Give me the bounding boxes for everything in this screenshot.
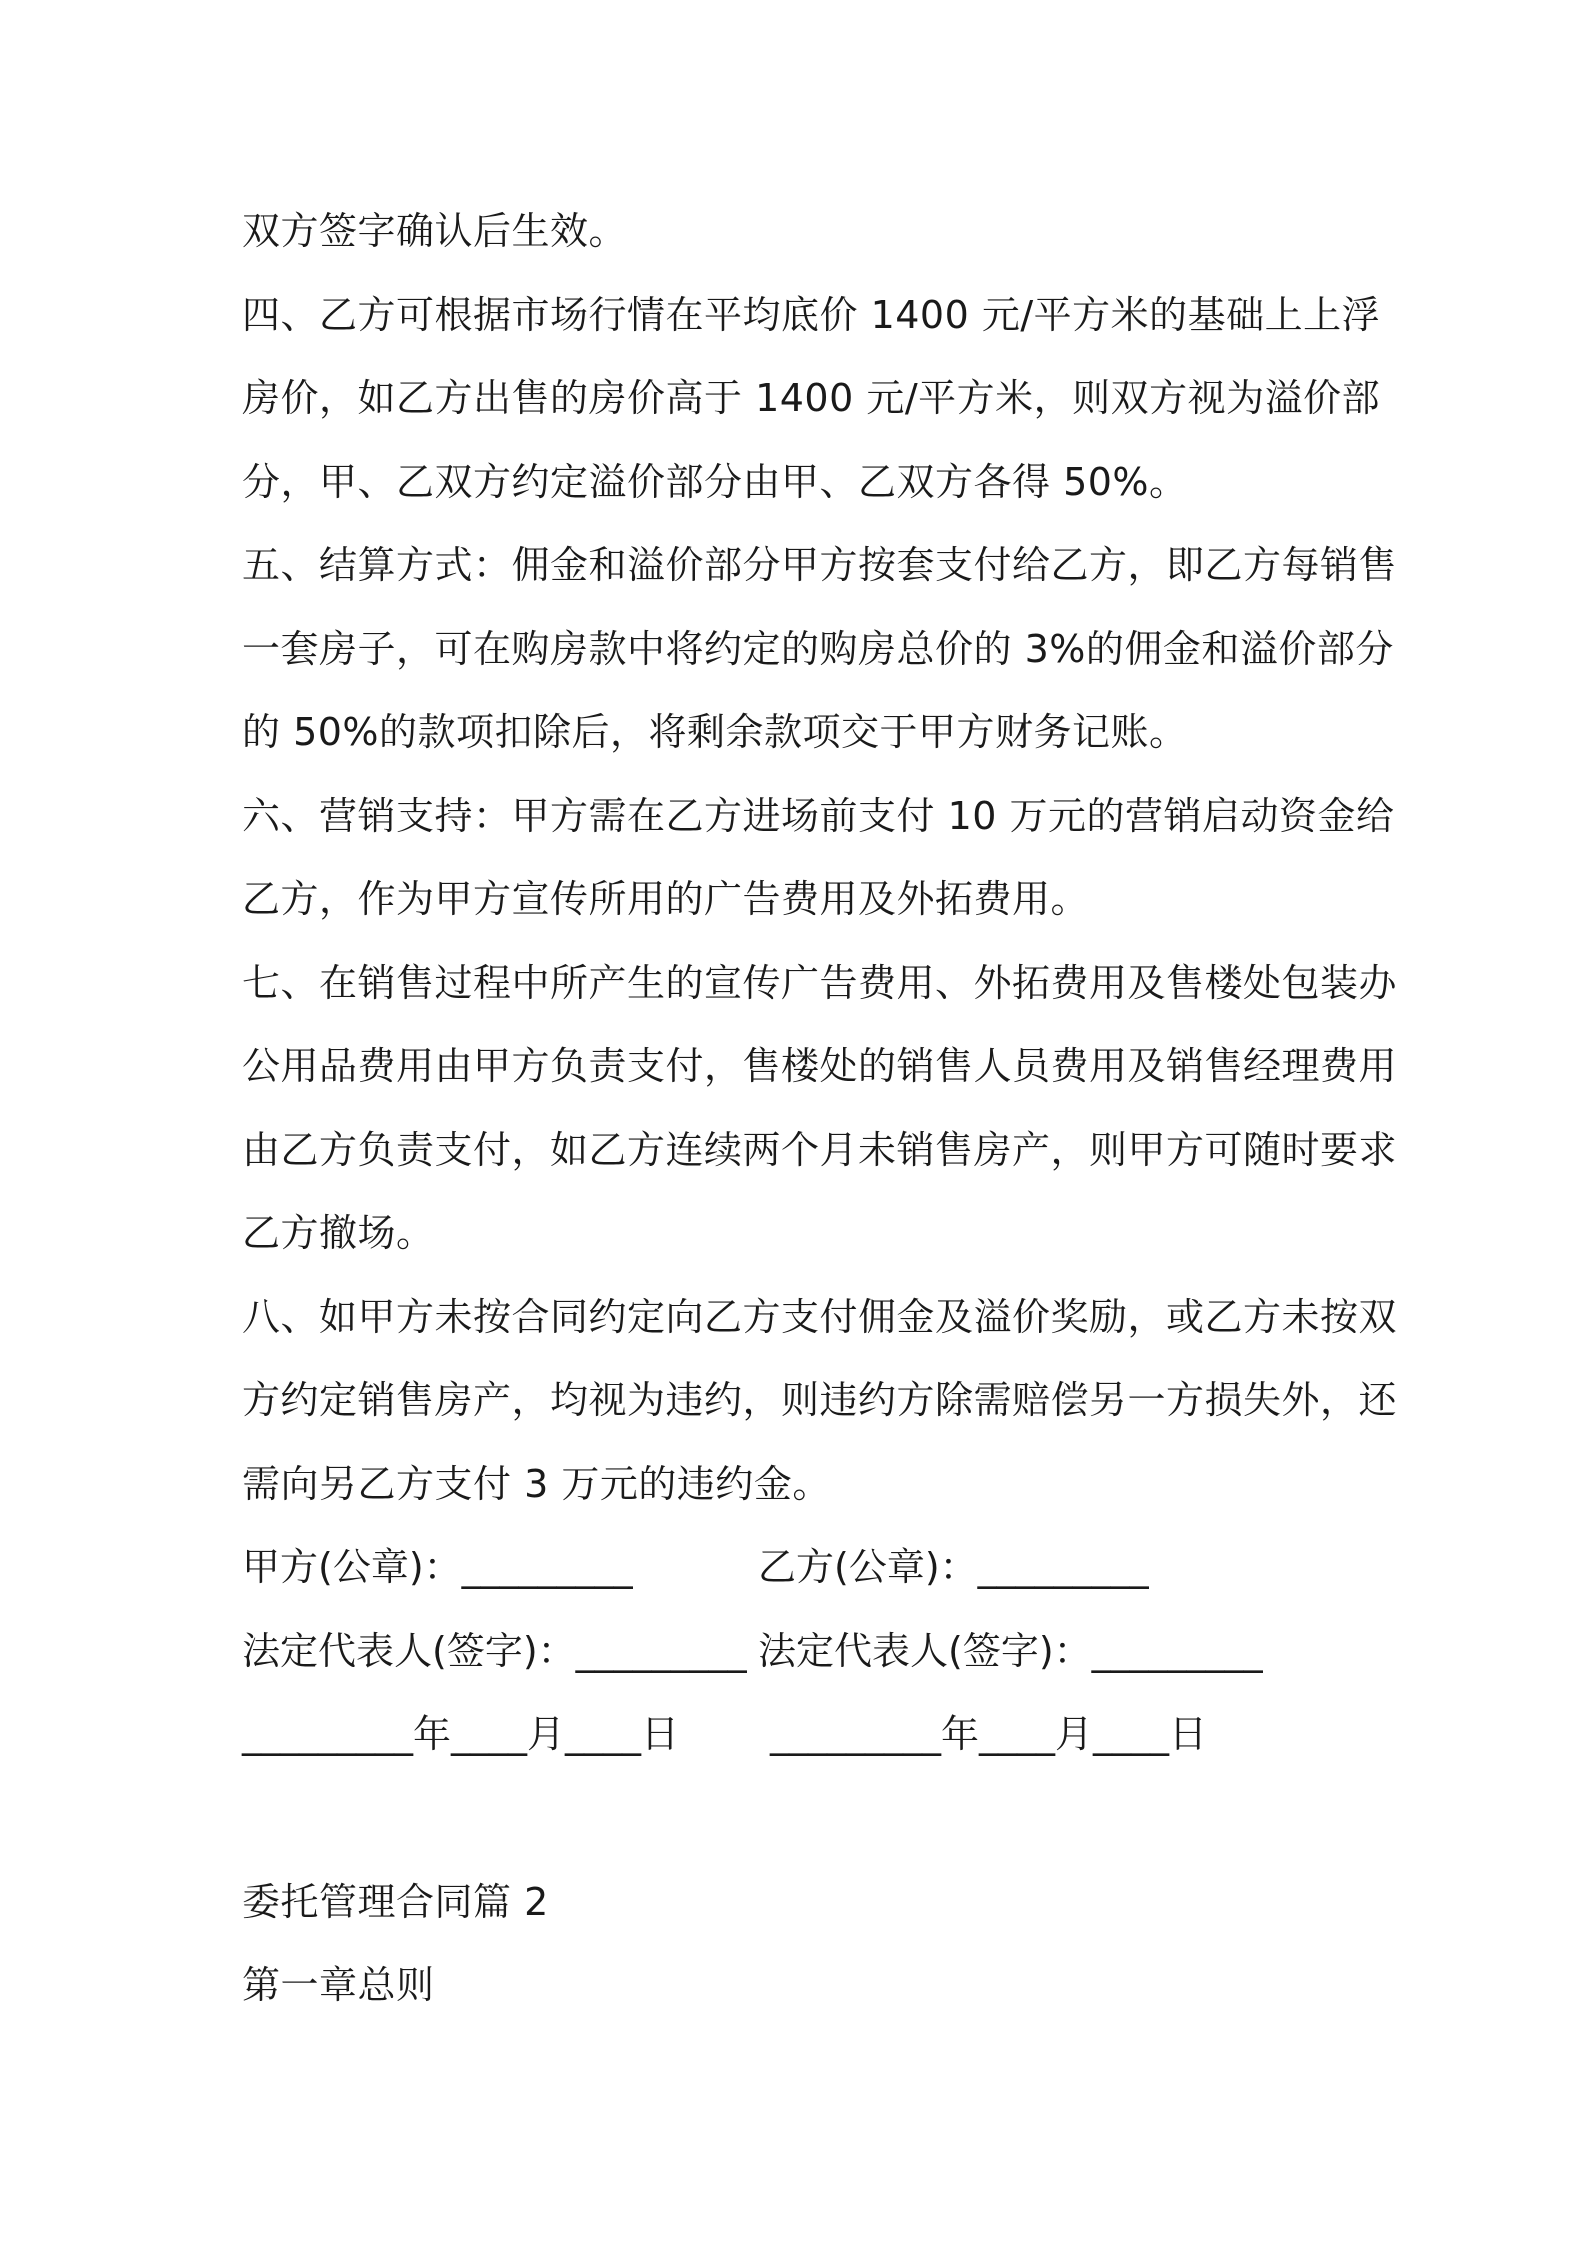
party-b-seal: 乙方(公章)：_________ <box>758 1545 1149 1589</box>
paragraph-line: 七、在销售过程中所产生的宣传广告费用、外拓费用及售楼处包装办 <box>242 960 1398 1005</box>
party-a-seal: 甲方(公章)：_________ <box>242 1545 633 1589</box>
section-title: 委托管理合同篇 2 <box>242 1879 549 1924</box>
paragraph-line: 双方签字确认后生效。 <box>242 209 628 253</box>
signature-date-row <box>242 1693 1357 1777</box>
section-spacer <box>242 1777 1357 1861</box>
paragraph-line: 房价，如乙方出售的房价高于 1400 元/平方米，则双方视为溢价部 <box>242 376 1381 420</box>
paragraph-line: 六、营销支持：甲方需在乙方进场前支付 10 万元的营销启动资金给 <box>242 793 1395 838</box>
paragraph-line: 由乙方负责支付，如乙方连续两个月未销售房产，则甲方可随时要求 <box>242 1127 1398 1172</box>
signature-representative-row <box>242 1610 1357 1694</box>
paragraph-line: 公用品费用由甲方负责支付，售楼处的销售人员费用及销售经理费用 <box>242 1044 1398 1088</box>
signature-seal-row <box>242 1526 1357 1610</box>
chapter-title: 第一章总则 <box>242 1963 435 2007</box>
paragraph-line: 五、结算方式：佣金和溢价部分甲方按套支付给乙方，即乙方每销售 <box>242 543 1398 587</box>
paragraph-line: 方约定销售房产，均视为违约，则违约方除需赔偿另一方损失外，还 <box>242 1378 1398 1422</box>
paragraph-line: 一套房子，可在购房款中将约定的购房总价的 3%的佣金和溢价部分 <box>242 626 1394 671</box>
party-b-date: _________年____月____日 <box>770 1712 1208 1756</box>
paragraph-line: 乙方，作为甲方宣传所用的广告费用及外拓费用。 <box>242 877 1090 921</box>
paragraph-line: 的 50%的款项扣除后，将剩余款项交于甲方财务记账。 <box>242 710 1188 754</box>
paragraph-line: 四、乙方可根据市场行情在平均底价 1400 元/平方米的基础上上浮 <box>242 292 1381 337</box>
paragraph-line: 乙方撤场。 <box>242 1211 435 1255</box>
party-a-representative: 法定代表人(签字)：_________ <box>242 1628 747 1673</box>
party-a-date: _________年____月____日 <box>242 1712 680 1756</box>
party-b-representative: 法定代表人(签字)：_________ <box>758 1628 1263 1673</box>
document-body <box>242 190 1398 2028</box>
paragraph-line: 需向另乙方支付 3 万元的违约金。 <box>242 1461 831 1506</box>
paragraph-line: 分，甲、乙双方约定溢价部分由甲、乙双方各得 50%。 <box>242 459 1188 504</box>
paragraph-line: 八、如甲方未按合同约定向乙方支付佣金及溢价奖励，或乙方未按双 <box>242 1294 1398 1339</box>
